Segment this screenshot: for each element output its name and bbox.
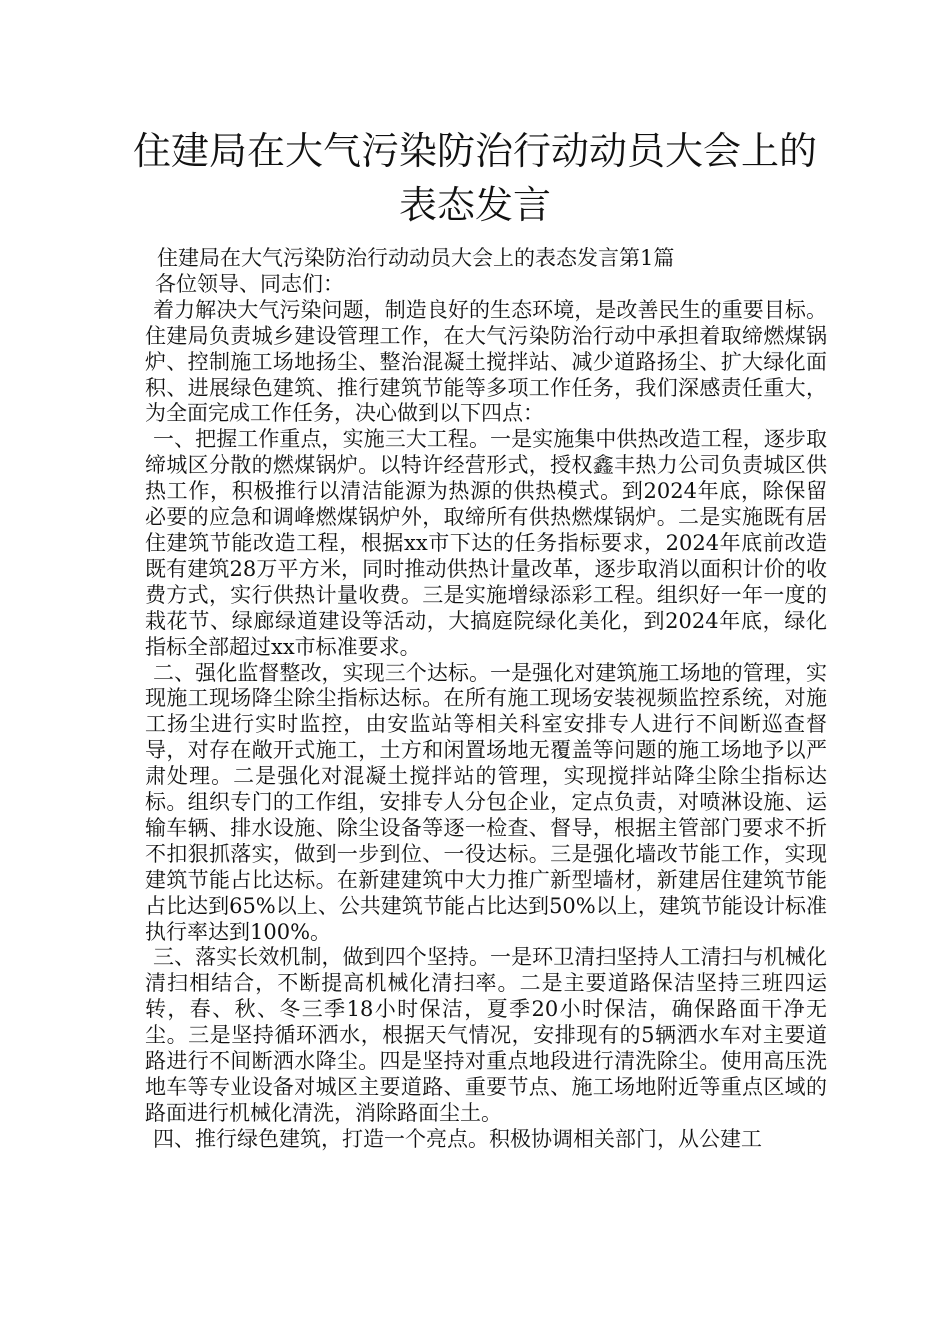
- salutation: 各位领导、同志们：: [155, 271, 344, 296]
- document-title: 住建局在大气污染防治行动动员大会上的表态发言: [132, 129, 817, 227]
- paragraph-section-2: 二、强化监督整改，实现三个达标。一是强化对建筑施工场地的管理，实现施工现场降尘除尘指标达标。在所有施工现场安装视频监控系统，对施工扬尘进行实时监控，由安监站等相关科室安排专人进行不间断巡查督导，对存在敞开式施工，土方和闲置场地无覆盖等问题的施工场地予以严肃处理。二是强化对混凝土搅拌站的管理，实现搅拌站降尘除尘指标达标。组织专门的工作组，安排专人分包企业，定点负责，对喷淋设施、运输车辆、排水设施、除尘设备等逐一检查、督导，根据主管部门要求不折不扣狠抓落实，做到一步到位、一役达标。三是强化墙改节能工作，实现建筑节能占比达标。在新建建筑中大力推广新型墙材，新建居住建筑节能占比达到65%以上、公共建筑节能占比达到50%以上，建筑节能设计标准执行率达到100%。: [145, 660, 827, 944]
- paragraph-section-3: 三、落实长效机制，做到四个坚持。一是环卫清扫坚持人工清扫与机械化清扫相结合，不断提高机械化清扫率。二是主要道路保洁坚持三班四运转，春、秋、冬三季18小时保洁，夏季20小时保洁，确保路面干净无尘。三是坚持循环洒水，根据天气情况，安排现有的5辆洒水车对主要道路进行不间断洒水降尘。四是坚持对重点地段进行清洗除尘。使用高压洗地车等专业设备对城区主要道路、重要节点、施工场地附近等重点区域的路面进行机械化清洗，消除路面尘土。: [145, 945, 827, 1125]
- paragraph-section-4: 四、推行绿色建筑，打造一个亮点。积极协调相关部门，从公建工: [153, 1126, 762, 1151]
- document-body: [145, 246, 827, 1153]
- document-subtitle: 住建局在大气污染防治行动动员大会上的表态发言第1篇: [157, 246, 675, 270]
- paragraph-intro: 着力解决大气污染问题，制造良好的生态环境，是改善民生的重要目标。住建局负责城乡建设管理工作，在大气污染防治行动中承担着取缔燃煤锅炉、控制施工场地扬尘、整治混凝土搅拌站、减少道路扬尘、扩大绿化面积、进展绿色建筑、推行建筑节能等多项工作任务，我们深感责任重大，为全面完成工作任务，决心做到以下四点：: [145, 297, 827, 426]
- paragraph-section-1: 一、把握工作重点，实施三大工程。一是实施集中供热改造工程，逐步取缔城区分散的燃煤锅炉。以特许经营形式，授权鑫丰热力公司负责城区供热工作，积极推行以清洁能源为热源的供热模式。到2024年底，除保留必要的应急和调峰燃煤锅炉外，取缔所有供热燃煤锅炉。二是实施既有居住建筑节能改造工程，根据xx市下达的任务指标要求，2024年底前改造既有建筑28万平方米，同时推动供热计量改革，逐步取消以面积计价的收费方式，实行供热计量收费。三是实施增绿添彩工程。组织好一年一度的栽花节、绿廊绿道建设等活动，大搞庭院绿化美化，到2024年底，绿化指标全部超过xx市标准要求。: [145, 427, 827, 659]
